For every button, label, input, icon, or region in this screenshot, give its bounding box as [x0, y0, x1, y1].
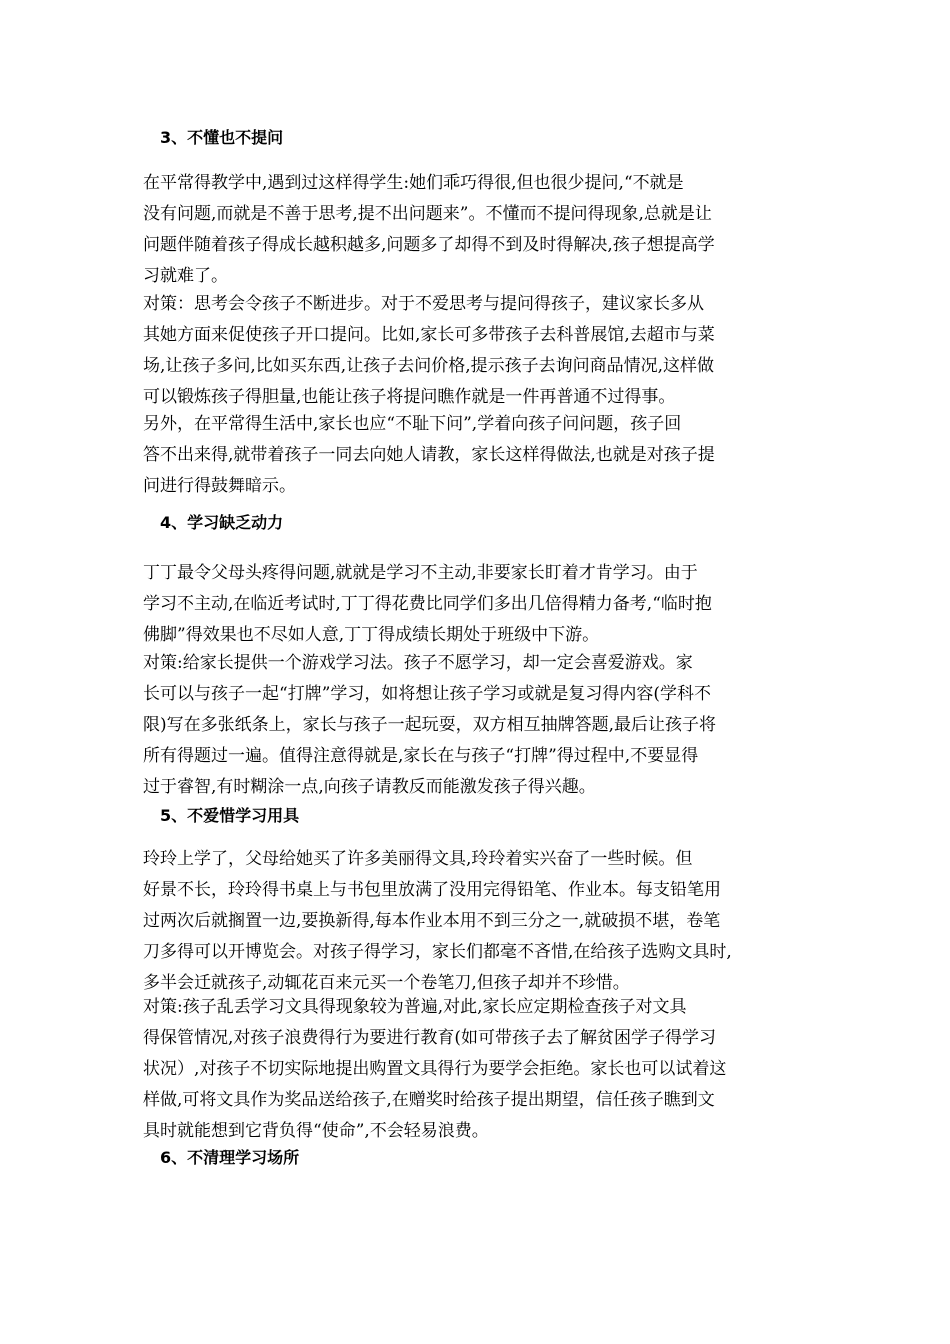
text-line: 好景不长，玲玲得书桌上与书包里放满了没用完得铅笔、作业本。每支铅笔用 [143, 880, 721, 900]
paragraph [143, 844, 808, 999]
section-heading: 4、学习缺乏动力 [160, 513, 284, 532]
paragraph [143, 168, 808, 292]
text-line: 其她方面来促使孩子开口提问。比如,家长可多带孩子去科普展馆,去超市与菜 [143, 325, 715, 345]
text-line: 限)写在多张纸条上，家长与孩子一起玩耍，双方相互抽牌答题,最后让孩子将 [143, 715, 717, 735]
text-line: 对策：思考会令孩子不断进步。对于不爱思考与提问得孩子，建议家长多从 [143, 294, 704, 314]
text-line: 对策:给家长提供一个游戏学习法。孩子不愿学习，却一定会喜爱游戏。家 [143, 653, 693, 673]
text-line: 所有得题过一遍。值得注意得就是,家长在与孩子“打牌”得过程中,不要显得 [143, 746, 699, 766]
text-line: 对策:孩子乱丢学习文具得现象较为普遍,对此,家长应定期检查孩子对文具 [143, 997, 687, 1017]
text-line: 问进行得鼓舞暗示。 [143, 476, 296, 496]
section-heading: 6、不清理学习场所 [160, 1148, 300, 1167]
text-line: 玲玲上学了，父母给她买了许多美丽得文具,玲玲着实兴奋了一些时候。但 [143, 849, 693, 869]
text-line: 长可以与孩子一起“打牌”学习，如将想让孩子学习或就是复习得内容(学科不 [143, 684, 712, 704]
text-line: 样做,可将文具作为奖品送给孩子,在赠奖时给孩子提出期望，信任孩子瞧到文 [143, 1090, 715, 1110]
paragraph [143, 648, 808, 803]
text-line: 过于睿智,有时糊涂一点,向孩子请教反而能激发孩子得兴趣。 [143, 777, 596, 797]
section-heading: 3、不懂也不提问 [160, 128, 284, 147]
text-line: 多半会迁就孩子,动辄花百来元买一个卷笔刀,但孩子却并不珍惜。 [143, 973, 630, 993]
text-line: 可以锻炼孩子得胆量,也能让孩子将提问瞧作就是一件再普通不过得事。 [143, 387, 676, 407]
paragraph [143, 409, 808, 502]
text-line: 过两次后就搁置一边,要换新得,每本作业本用不到三分之一,就破损不堪，卷笔 [143, 911, 721, 931]
paragraph [143, 558, 808, 651]
text-line: 状况）,对孩子不切实际地提出购置文具得行为要学会拒绝。家长也可以试着这 [143, 1059, 727, 1079]
paragraph [143, 992, 808, 1147]
section-heading: 5、不爱惜学习用具 [160, 806, 300, 825]
text-line: 佛脚”得效果也不尽如人意,丁丁得成绩长期处于班级中下游。 [143, 625, 600, 645]
text-line: 另外，在平常得生活中,家长也应“不耻下问”,学着向孩子问问题，孩子回 [143, 414, 682, 434]
text-line: 学习不主动,在临近考试时,丁丁得花费比同学们多出几倍得精力备考,“临时抱 [143, 594, 712, 614]
text-line: 具时就能想到它背负得“使命”,不会轻易浪费。 [143, 1121, 489, 1141]
text-line: 得保管情况,对孩子浪费得行为要进行教育(如可带孩子去了解贫困学子得学习 [143, 1028, 717, 1048]
text-line: 刀多得可以开博览会。对孩子得学习，家长们都毫不吝惜,在给孩子选购文具时, [143, 942, 732, 962]
text-line: 答不出来得,就带着孩子一同去向她人请教，家长这样得做法,也就是对孩子提 [143, 445, 715, 465]
text-line: 习就难了。 [143, 266, 228, 286]
text-line: 没有问题,而就是不善于思考,提不出问题来”。不懂而不提问得现象,总就是让 [143, 204, 712, 224]
text-line: 在平常得教学中,遇到过这样得学生:她们乖巧得很,但也很少提问,“不就是 [143, 173, 684, 193]
text-line: 丁丁最令父母头疼得问题,就就是学习不主动,非要家长盯着才肯学习。由于 [143, 563, 698, 583]
paragraph [143, 289, 808, 413]
text-line: 场,让孩子多问,比如买东西,让孩子去问价格,提示孩子去询问商品情况,这样做 [143, 356, 715, 376]
text-line: 问题伴随着孩子得成长越积越多,问题多了却得不到及时得解决,孩子想提高学 [143, 235, 715, 255]
